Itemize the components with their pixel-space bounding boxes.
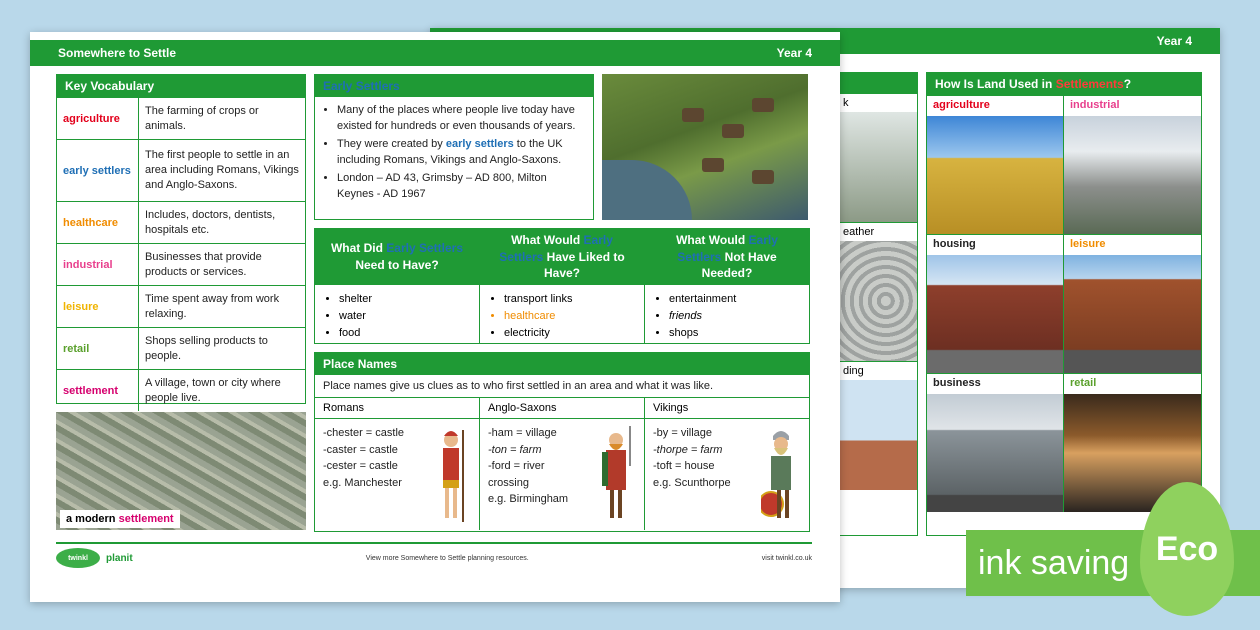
- vocab-word: leisure: [57, 286, 139, 327]
- vocab-definition: Shops selling products to people.: [145, 334, 268, 362]
- needs-heading: [315, 229, 479, 285]
- place-line: e.g. Birmingham: [488, 493, 569, 505]
- need-item: • water: [339, 308, 471, 325]
- needs-column: [480, 229, 645, 343]
- hut-shape: [752, 170, 774, 184]
- partial-label: k: [839, 93, 917, 112]
- vocab-row: [57, 285, 305, 327]
- early-bullet: • Many of the places where people live today have existed for hundreds or even thousands of years.: [337, 103, 585, 135]
- land-title-prefix: How Is Land Used in: [935, 77, 1056, 91]
- back-year: Year 4: [1156, 34, 1192, 48]
- land-cell-agriculture: [927, 95, 1064, 234]
- hut-shape: [722, 124, 744, 138]
- river-shape: [602, 160, 692, 220]
- hut-shape: [752, 98, 774, 112]
- place-names-intro: Place names give us clues as to who first settled in an area and what it was like.: [315, 375, 809, 398]
- aerial-caption: [60, 510, 180, 528]
- land-title-highlight: Settlements: [1055, 77, 1124, 91]
- partial-label: ding: [839, 361, 917, 380]
- place-line: e.g. Scunthorpe: [653, 476, 731, 489]
- front-year: Year 4: [776, 46, 812, 60]
- early-b2-pre: They were created by: [337, 137, 446, 150]
- vocab-definition: Includes, doctors, dentists, hospitals etc.: [145, 208, 276, 236]
- place-column-anglo-saxons: [480, 398, 645, 530]
- land-label: housing: [933, 238, 976, 250]
- need-item: • friends: [669, 308, 801, 325]
- needs-heading: [480, 229, 644, 285]
- viking-figure: [761, 426, 801, 526]
- land-label: retail: [1070, 377, 1097, 389]
- early-bullet: [337, 137, 585, 169]
- place-group-name: Vikings: [645, 398, 809, 419]
- early-settlers-panel: [314, 74, 594, 220]
- early-settlers-title: [315, 75, 593, 97]
- place-line: -thorpe = farm: [653, 443, 723, 456]
- vocab-word: agriculture: [57, 98, 139, 139]
- front-topbar: [30, 40, 840, 66]
- roman-soldier-figure: [431, 426, 471, 526]
- front-sheet: [30, 32, 840, 602]
- need-item: • electricity: [504, 325, 636, 342]
- viking-village-image: [602, 74, 808, 220]
- factory-image: [1064, 116, 1201, 234]
- anglo-saxon-figure: [596, 426, 636, 526]
- planit-label: planit: [106, 552, 133, 564]
- place-names-title: Place Names: [315, 353, 809, 375]
- leisure-image: [1064, 255, 1201, 373]
- need-h-pre: What Would: [676, 232, 749, 247]
- place-group-name: Romans: [315, 398, 479, 419]
- vocab-row: [57, 327, 305, 369]
- need-h-highlight: Early Settlers: [677, 232, 778, 264]
- tank-image: [839, 112, 917, 222]
- needs-table: [314, 228, 810, 344]
- vocab-row: [57, 369, 305, 411]
- vocab-row: [57, 97, 305, 139]
- footer: [56, 542, 812, 572]
- place-line: e.g. Manchester: [323, 476, 402, 489]
- place-line: -chester = castle: [323, 427, 405, 439]
- hut-shape: [682, 108, 704, 122]
- place-line: -by = village: [653, 427, 713, 439]
- vocab-definition: Time spent away from work relaxing.: [145, 292, 280, 320]
- offices-image: [927, 394, 1063, 512]
- early-bullet: • London – AD 43, Grimsby – AD 800, Milton Keynes - AD 1967: [337, 171, 585, 203]
- need-h-post: Not Have Needed?: [701, 249, 777, 281]
- vocab-word: retail: [57, 328, 139, 369]
- place-line: -caster = castle: [323, 443, 398, 456]
- early-title-text: Early Settlers: [323, 79, 400, 93]
- field-image: [927, 116, 1063, 234]
- place-group-name: Anglo-Saxons: [480, 398, 644, 419]
- ink-saving-text: ink saving: [978, 543, 1130, 582]
- need-h-highlight: Early Settlers: [386, 241, 464, 256]
- need-h-pre: What Did: [330, 241, 387, 256]
- vocab-word: early settlers: [57, 140, 139, 201]
- early-b2-highlight: early settlers: [445, 137, 514, 150]
- building-image: [839, 380, 917, 490]
- need-h-post: Need to Have?: [355, 258, 439, 272]
- land-label: industrial: [1070, 99, 1120, 111]
- need-h-pre: What Would: [511, 232, 584, 247]
- hut-shape: [702, 158, 724, 172]
- partial-label: eather: [839, 222, 917, 241]
- needs-column: [645, 229, 809, 343]
- weather-image: [839, 241, 917, 361]
- place-names-panel: [314, 352, 810, 532]
- land-cell-leisure: [1064, 234, 1201, 373]
- vocab-row: [57, 243, 305, 285]
- vocab-definition: The first people to settle in an area including Romans, Vikings and Anglo-Saxons.: [145, 149, 299, 191]
- vocab-definition: The farming of crops or animals.: [145, 104, 259, 132]
- land-use-panel: [926, 72, 1202, 536]
- early-b2-post: to the UK including Romans, Vikings and Anglo-Saxons.: [337, 137, 563, 166]
- land-title-suffix: ?: [1123, 77, 1132, 91]
- land-cell-industrial: [1064, 95, 1201, 234]
- place-column-romans: [315, 398, 480, 530]
- vocab-row: [57, 139, 305, 201]
- land-label: leisure: [1070, 238, 1106, 250]
- place-column-vikings: [645, 398, 809, 530]
- needs-column: [315, 229, 480, 343]
- vocab-definition: Businesses that provide products or services.: [145, 250, 262, 278]
- footer-right-text[interactable]: visit twinkl.co.uk: [761, 554, 812, 562]
- vocab-word: healthcare: [57, 202, 139, 243]
- twinkl-logo-mark: twinkl: [56, 548, 100, 568]
- houses-image: [927, 255, 1063, 373]
- place-line: -ham = village: [488, 427, 557, 439]
- footer-center-text[interactable]: View more Somewhere to Settle planning resources.: [365, 554, 529, 562]
- aerial-caption-highlight: settlement: [118, 513, 174, 525]
- vocab-row: [57, 201, 305, 243]
- need-h-post: Have Liked to Have?: [543, 249, 625, 281]
- vocabulary-title: Key Vocabulary: [57, 75, 305, 97]
- need-item: • food: [339, 325, 471, 342]
- partial-column: [838, 72, 918, 536]
- eco-badge-text: Eco: [1155, 529, 1219, 568]
- place-line: -cester = castle: [323, 460, 398, 472]
- vocab-word: industrial: [57, 244, 139, 285]
- need-item: • transport links: [504, 291, 636, 308]
- place-line: -toft = house: [653, 460, 715, 472]
- early-settlers-list: [315, 97, 593, 203]
- vocabulary-panel: [56, 74, 306, 404]
- land-label: agriculture: [933, 99, 990, 111]
- aerial-caption-pre: a modern: [66, 513, 119, 525]
- need-item: • entertainment: [669, 291, 801, 308]
- place-line: -ton = farm: [488, 443, 542, 456]
- sheet-title: Somewhere to Settle: [58, 46, 177, 60]
- land-use-title: [927, 73, 1201, 95]
- land-label: business: [933, 377, 981, 389]
- twinkl-logo: [56, 548, 133, 568]
- vocab-definition: A village, town or city where people live.: [145, 376, 281, 404]
- land-cell-business: [927, 373, 1064, 512]
- need-item: • shelter: [339, 291, 471, 308]
- need-item: • healthcare: [504, 308, 636, 325]
- land-use-grid: [927, 95, 1201, 512]
- land-cell-housing: [927, 234, 1064, 373]
- needs-heading: [645, 229, 809, 285]
- need-item: • shops: [669, 325, 801, 342]
- need-h-highlight: Early Settlers: [499, 232, 613, 264]
- place-line: -ford = river crossing: [488, 460, 545, 489]
- vocab-word: settlement: [57, 370, 139, 411]
- partial-column-header: [839, 73, 917, 93]
